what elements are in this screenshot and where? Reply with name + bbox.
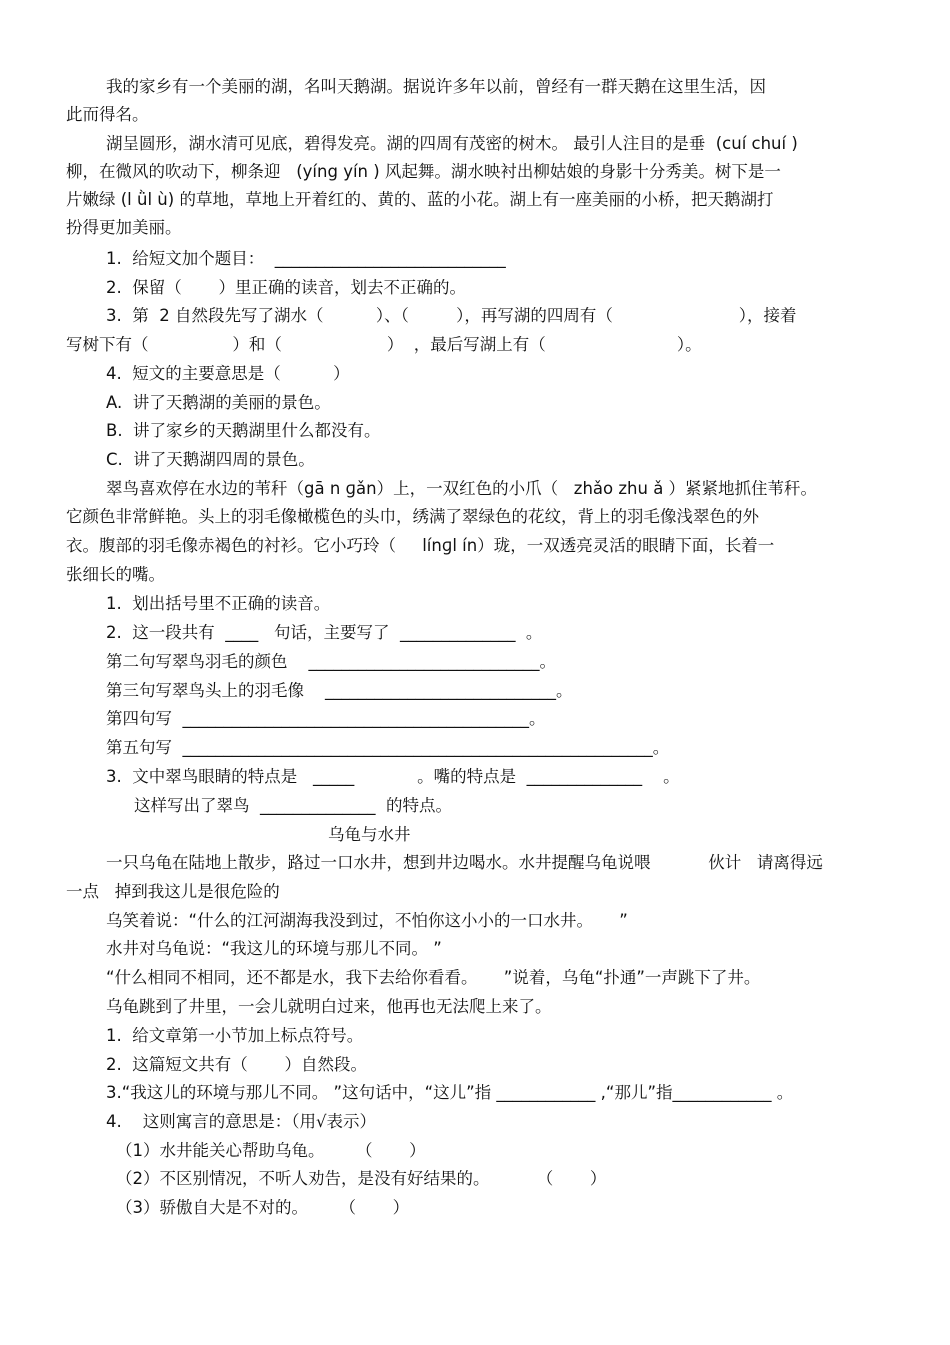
passage2-question-2-sentence5: 第五句写 _________________________________________________________。 (106, 738, 670, 757)
passage2-question-2-sentence4: 第四句写 __________________________________________。 (106, 709, 546, 728)
passage1-option-c: C. 讲了天鹅湖四周的景色。 (106, 450, 315, 469)
passage3-question-3: 3.“我这儿的环境与那儿不同。 ”这句话中，“这儿”指 ____________ ,“那儿”指____________ 。 (106, 1083, 794, 1102)
passage2-question-3-cont: 这样写出了翠鸟 ______________ 的特点。 (134, 796, 452, 815)
passage2-question-2: 2. 这一段共有 ____ 句话，主要写了 ______________ 。 (106, 623, 543, 642)
passage1-option-b: B. 讲了家乡的天鹅湖里什么都没有。 (106, 421, 381, 440)
passage2-line-1: 翠鸟喜欢停在水边的苇秆（gā n ɡǎn）上，一双红色的小爪（ zhǎo zhu ǎ ）紧紧地抓住苇秆。 (106, 479, 818, 498)
passage1-line-5: 片嫩绿 (l ǜl ù) 的草地，草地上开着红的、黄的、蓝的小花。湖上有一座美丽的小桥，把天鹅湖打 (66, 190, 774, 209)
passage3-line-5: “什么相同不相同，还不都是水，我下去给你看看。 ”说着，乌龟“扑通”一声跳下了井。 (106, 968, 761, 987)
passage2-question-3: 3. 文中翠鸟眼睛的特点是 _____ 。嘴的特点是 ______________ 。 (106, 767, 680, 786)
passage3-line-3: 乌笑着说：“什么的江河湖海我没到过，不怕你这小小的一口水井。 ” (106, 911, 628, 930)
passage2-line-4: 张细长的嘴。 (66, 565, 165, 584)
passage1-question-2: 2. 保留（ ）里正确的读音，划去不正确的。 (106, 278, 466, 297)
passage3-line-2: 一点 掉到我这儿是很危险的 (66, 882, 280, 901)
passage1-question-3a: 3. 第 2 自然段先写了湖水（ ）、（ ），再写湖的四周有（ ），接着 (106, 306, 797, 325)
passage3-question-1: 1. 给文章第一小节加上标点符号。 (106, 1026, 364, 1045)
passage1-line-1: 我的家乡有一个美丽的湖，名叫天鹅湖。据说许多年以前，曾经有一群天鹅在这里生活，因 (106, 77, 766, 96)
passage1-option-a: A. 讲了天鹅湖的美丽的景色。 (106, 393, 331, 412)
passage1-question-4: 4. 短文的主要意思是（ ） (106, 364, 350, 383)
passage2-question-2-sentence3: 第三句写翠鸟头上的羽毛像 ____________________________。 (106, 681, 573, 700)
passage3-line-6: 乌龟跳到了井里，一会儿就明白过来，他再也无法爬上来了。 (106, 997, 552, 1016)
passage3-question-4: 4. 这则寓言的意思是：（用√表示） (106, 1112, 376, 1131)
passage3-line-4: 水井对乌龟说：“我这儿的环境与那儿不同。 ” (106, 939, 442, 958)
passage2-question-2-sentence2: 第二句写翠鸟羽毛的颜色 ____________________________。 (106, 652, 556, 671)
passage3-question-2: 2. 这篇短文共有（ ）自然段。 (106, 1055, 367, 1074)
passage2-line-2: 它颜色非常鲜艳。头上的羽毛像橄榄色的头巾，绣满了翠绿色的花纹，背上的羽毛像浅翠色的外 (66, 507, 759, 526)
passage3-option-2: （2）不区别情况，不听人劝告，是没有好结果的。 （ ） (116, 1169, 607, 1188)
passage1-line-2: 此而得名。 (66, 105, 149, 124)
passage1-question-1: 1. 给短文加个题目： ____________________________ (106, 249, 506, 268)
passage1-line-4: 柳，在微风的吹动下，柳条迎 (yíng yín ) 风起舞。湖水映衬出柳姑娘的身影十分秀美。树下是一 (66, 162, 781, 181)
passage3-option-1: （1）水井能关心帮助乌龟。 （ ） (116, 1141, 426, 1160)
passage1-question-3b: 写树下有（ ）和（ ） ，最后写湖上有（ ）。 (66, 335, 702, 354)
passage3-title: 乌龟与水井 (328, 825, 411, 844)
passage3-line-1: 一只乌龟在陆地上散步，路过一口水井，想到井边喝水。水井提醒乌龟说喂 伙计 请离得远 (106, 853, 823, 872)
passage1-line-3: 湖呈圆形，湖水清可见底，碧得发亮。湖的四周有茂密的树木。 最引人注目的是垂 (cuí chuí ) (106, 134, 798, 153)
passage2-line-3: 衣。腹部的羽毛像赤褐色的衬衫。它小巧玲（ línɡl ín）珑，一双透亮灵活的眼睛下面，长着一 (66, 536, 775, 555)
passage2-question-1: 1. 划出括号里不正确的读音。 (106, 594, 331, 613)
passage1-line-6: 扮得更加美丽。 (66, 218, 182, 237)
passage3-option-3: （3）骄傲自大是不对的。 （ ） (116, 1198, 410, 1217)
